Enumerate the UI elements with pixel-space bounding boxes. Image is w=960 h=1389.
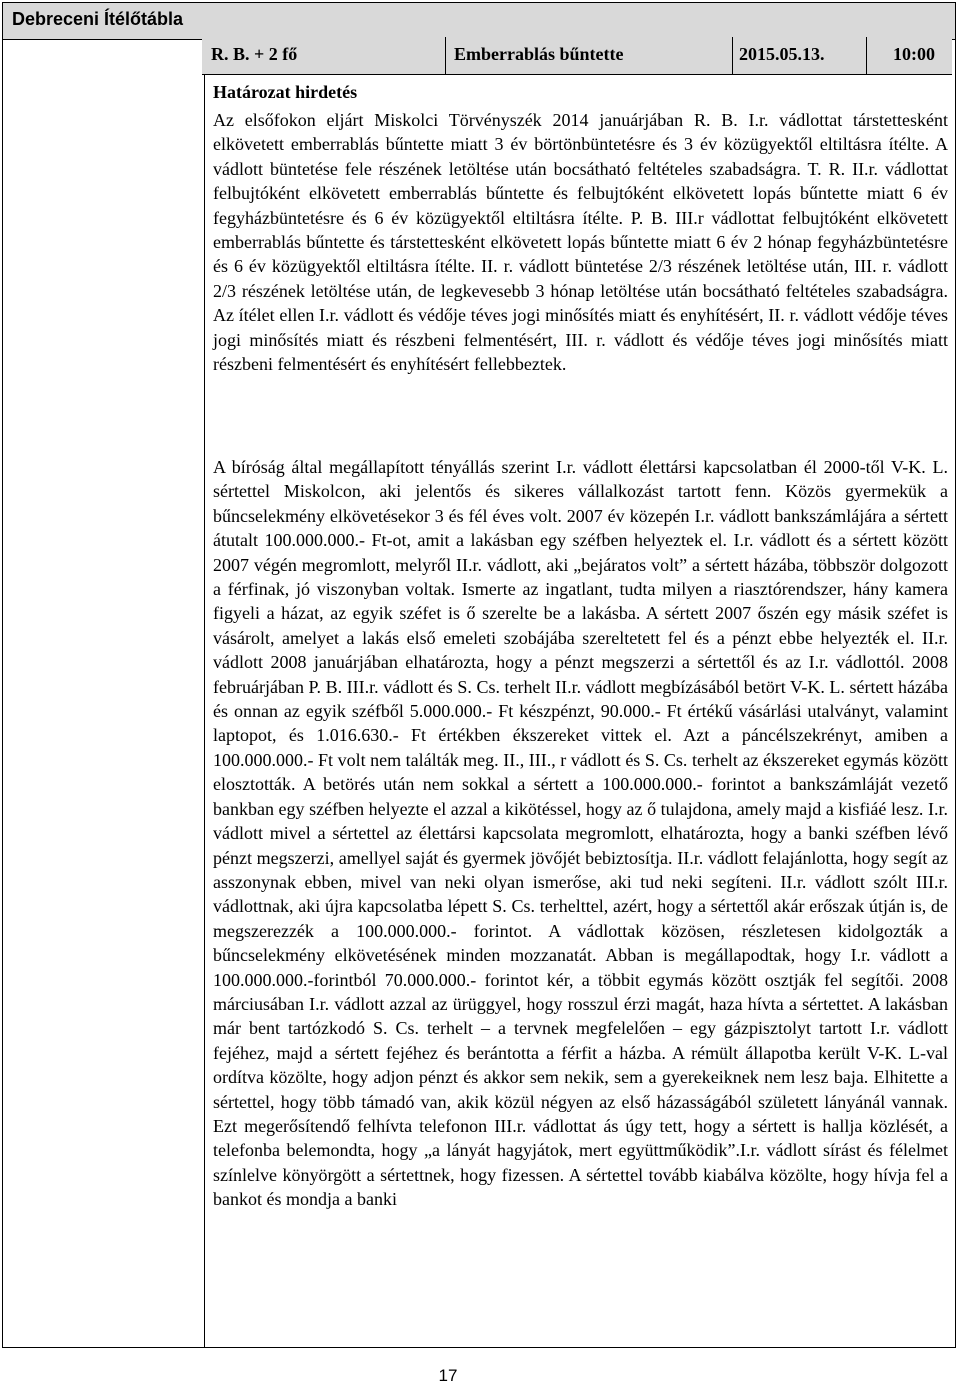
case-time: 10:00	[867, 37, 952, 75]
left-column	[3, 40, 205, 1347]
case-info-row	[202, 37, 952, 76]
case-reference: R. B. + 2 fő	[202, 37, 446, 75]
case-crime: Emberrablás bűntette	[446, 37, 733, 75]
header-bar	[3, 3, 955, 40]
case-date: 2015.05.13.	[733, 37, 867, 75]
court-name: Debreceni Ítélőtábla	[12, 9, 184, 29]
section-title: Határozat hirdetés	[213, 82, 358, 102]
judgment-paragraph: Az elsőfokon eljárt Miskolci Törvényszék 2014 januárjában R. B. I.r. vádlottat társtettesként elkövetett emberrablás bűntette miatt 3 év börtönbüntetésre és 3 év közügyektől eltiltásra ítélte. A vádlott büntetése fele részének letöltése után bocsátható feltételes szabadságra. T. R. II.r. vádlottat felbujtóként elkövetett emberrablás bűntette és felbujtóként elkövetett lopás bűntette miatt 6 év fegyházbüntetésre és 6 év közügyektől eltiltásra ítélte. P. B. III.r vádlottat felbujtóként elkövetett emberrablás bűntette és társtettesként elkövetett lopás bűntette miatt 6 év 2 hónap fegyházbüntetésre és 6 év közügyektől eltiltásra ítélte. II. r. vádlott büntetése 2/3 részének letöltése után, III. r. vádlott 2/3 részének letöltése után, de legkevesebb 3 hónap letöltése után bocsátható feltételes szabadságra. Az ítélet ellen I.r. vádlott és védője téves jogi minősítés miatt és enyhítésért, II. r. vádlott védője téves jogi minősítés miatt és részbeni felmentésért, III. r. vádlott és védője téves jogi minősítés miatt részbeni felmentésért és enyhítésért fellebbeztek.	[213, 110, 948, 375]
page-number: 17	[438, 1366, 458, 1385]
facts-paragraph: A bíróság által megállapított tényállás szerint I.r. vádlott élettársi kapcsolatban él 2000-től V-K. L. sértettel Miskolcon, aki jelentős és sikeres vállalkozást tartott fenn. Közös gyermekük a bűncselekmény elkövetésekor 3 és fél éves volt. 2007 év közepén I.r. vádlott bankszámlájára a sértett átutalt 100.000.000.- Ft-ot, amit a lakásban egy széfben helyeztek el. I.r. vádlott és a sértett között 2007 végén megromlott, melyről II.r. vádlott, aki „bejáratos volt” a sértett házába, többször dolgozott a férfinak, jó viszonyban voltak. Ismerte az ingatlant, tudta milyen a riasztórendszer, hány kamera figyeli a házat, az egyik széfet is ő szerelte be a lakásba. A sértett 2007 őszén egy másik széfet is vásárolt, amelyet a lakás első emeleti szobájába szereltetett fel és a pénzt ebbe helyezték el. II.r. vádlott 2008 januárjában elhatározta, hogy a pénzt megszerzi a sértettől és az I.r. vádlottól. 2008 februárjában P. B. III.r. vádlott és S. Cs. terhelt II.r. vádlott megbízásából betört V-K. L. sértett házába és onnan az egyik széfből 5.000.000.- Ft készpénzt, 90.000.- Ft értékű vásárlási utalványt, valamint laptopot, és 1.016.630.- Ft értékben ékszereket vittek el. Azt a páncélszekrényt, amiben a 100.000.000.- Ft volt nem találták meg. II., III., r vádlott és S. Cs. terhelt az ékszereket egymás között elosztották. A betörés után nem sokkal a sértett a 100.000.000.- forintot a bankszámláját vezető bankban egy széfben helyezte el azzal a kikötéssel, hogy az ő tulajdona, amely majd a kisfiáé lesz. I.r. vádlott mivel a sértettel az élettársi kapcsolata megromlott, elhatározta, hogy a banki széfben lévő pénzt megszerzi, amellyel saját és gyermek jövőjét bebiztosítja. II.r. vádlott felajánlotta, hogy segít az asszonynak ebben, mivel van neki olyan ismerőse, aki tud neki segíteni. II.r. vádlott szólt III.r. vádlottnak, aki újra kapcsolatba lépett S. Cs. terhelttel, azért, hogy a sértettől akár erőszak útján is, de megszerezzék a 100.000.000.- forintot. A vádlottak közösen, részletesen kidolgozták a bűncselekmény elkövetésének minden mozzanatát. Abban is megállapodtak, hogy I.r. vádlott a 100.000.000.-forintból 70.000.000.- forintot kér, a többit egymás között osztják fel segítői. 2008 márciusában I.r. vádlott azzal az ürüggyel, hogy rosszul érzi magát, haza hívta a sértettet. A lakásban már bent tartózkodó S. Cs. terhelt – a tervnek megfelelően – egy gázpisztolyt tartott I.r. vádlott fejéhez, majd a sértett fejéhez és berántotta a férfit a házba. A rémült állapotba került V-K. L-val ordítva közölte, hogy adjon pénzt és akkor sem nekik, sem a gyerekeiknek nem lesz baja. Elhitette a sértettel, hogy több támadó van, akik közül négyen az első házasságából született lányánál vannak. Ezt megerősítendő felhívta telefonon III.r. vádlottat ás úgy tett, hogy a sértett is hallja közlését, a telefonba belemondta, hogy „a lányát hagyjátok, mert együttműködik”.I.r. vádlott sírást és félelmet színlelve könyörgött a sértettnek, hogy fizessen. A sértettel tovább kiabálva közölte, hogy hívja fel a bankot és mondja a banki	[213, 457, 948, 1210]
